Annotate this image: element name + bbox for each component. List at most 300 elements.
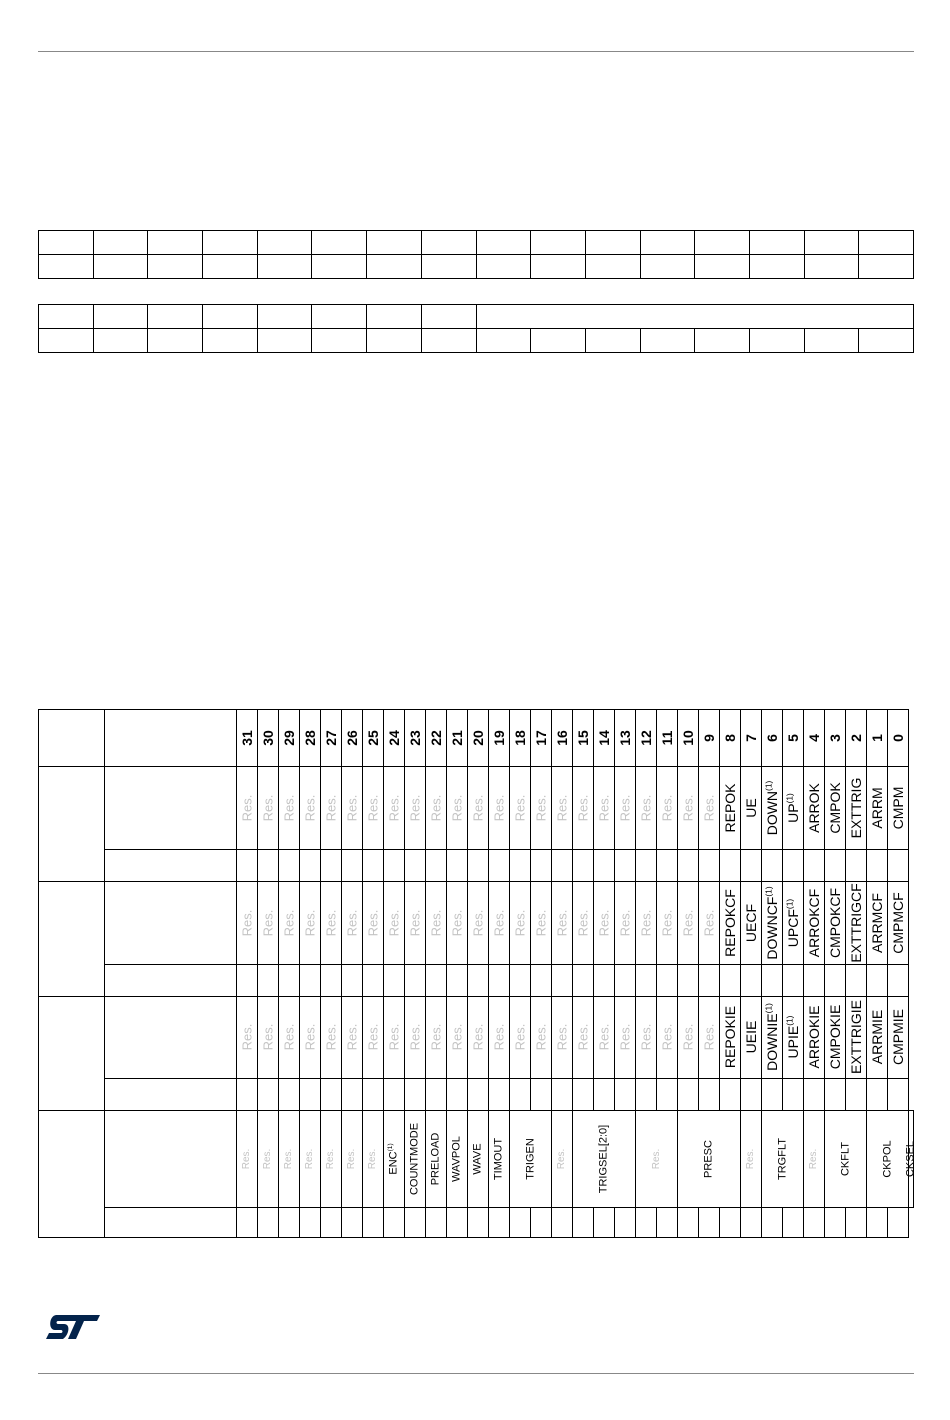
- reserved-label: [325, 1024, 338, 1051]
- table-cell: [846, 767, 867, 850]
- reset-value-cell: [279, 849, 300, 881]
- table-cell: [468, 710, 489, 767]
- reset-value-cell: [573, 1079, 594, 1111]
- table-cell: [720, 710, 741, 767]
- label-text: CMPOKCF: [827, 887, 843, 958]
- reserved-label: [326, 1149, 336, 1170]
- reset-value-cell: [258, 1079, 279, 1111]
- table-cell: [783, 996, 804, 1079]
- reserved-label: [514, 795, 527, 822]
- table-cell: [615, 710, 636, 767]
- label-text: REPOKCF: [722, 888, 738, 957]
- reserved-label: [746, 1149, 756, 1170]
- reserved-label: [577, 1024, 590, 1051]
- label-text: REPOK: [722, 783, 738, 833]
- table-cell: [321, 996, 342, 1079]
- label-text: Res.: [449, 909, 465, 937]
- table-cell: [888, 996, 909, 1079]
- reset-value-cell: [426, 849, 447, 881]
- label-text: Res.: [617, 1024, 633, 1051]
- reset-value-cell: [867, 964, 888, 996]
- label-text: Res.: [241, 1148, 252, 1170]
- reset-value-cell: [867, 1079, 888, 1111]
- reset-value-cell: [321, 1208, 342, 1238]
- label-text: 25: [365, 730, 381, 746]
- table-cell: [594, 996, 615, 1079]
- field-name: [473, 1144, 484, 1175]
- label-text: Res.: [281, 794, 297, 822]
- label-text: UECF: [743, 903, 759, 942]
- label-text: Res.: [239, 909, 255, 937]
- reserved-label: [652, 1149, 662, 1170]
- header-rule: [38, 51, 914, 52]
- reset-value-cell: [573, 1208, 594, 1238]
- field-name: [723, 889, 737, 957]
- reserved-label: [703, 795, 716, 822]
- reserved-label: [493, 909, 506, 936]
- table-cell: [804, 710, 825, 767]
- label-text: 17: [533, 730, 549, 746]
- reset-value-cell: [720, 964, 741, 996]
- label-text: Res.: [365, 1024, 381, 1051]
- bit-number: [849, 734, 863, 742]
- reset-value-cell: [363, 1079, 384, 1111]
- table-cell: [678, 767, 699, 850]
- table-cell: [783, 710, 804, 767]
- reserved-label: [535, 1024, 548, 1051]
- reserved-label: [661, 795, 674, 822]
- table-cell: [573, 996, 594, 1079]
- label-text: ARROKIE: [806, 1005, 822, 1069]
- reserved-label: [346, 795, 359, 822]
- st-logo-icon: [44, 1312, 102, 1342]
- reset-value-cell: [846, 849, 867, 881]
- table-cell: [279, 710, 300, 767]
- reserved-label: [619, 795, 632, 822]
- reset-value-cell: [489, 1079, 510, 1111]
- reset-value-cell: [279, 1079, 300, 1111]
- table-cell: [573, 767, 594, 850]
- table-cell: [741, 881, 762, 964]
- bit-number: [870, 734, 884, 742]
- table-cell: [594, 710, 615, 767]
- table-cell: [405, 881, 426, 964]
- reserved-label: [262, 795, 275, 822]
- label-text: Res.: [491, 1024, 507, 1051]
- table-cell: [804, 996, 825, 1079]
- label-text: CKFLT: [839, 1142, 851, 1177]
- table-cell: [846, 881, 867, 964]
- table-cell: [762, 881, 783, 964]
- reset-value-cell: [657, 964, 678, 996]
- reset-value-cell: [804, 964, 825, 996]
- label-text: COUNTMODE: [408, 1123, 421, 1196]
- label-text: DOWNCF: [764, 896, 780, 960]
- label-text: Res.: [323, 1024, 339, 1051]
- reset-value-cell: [258, 1208, 279, 1238]
- offset-cell: [39, 767, 105, 882]
- label-text: 20: [470, 730, 486, 746]
- reserved-label: [304, 1024, 317, 1051]
- label-text: Res.: [260, 909, 276, 937]
- table-cell: [825, 996, 846, 1079]
- label-text: 0: [890, 734, 906, 743]
- table-cell: [237, 1111, 258, 1208]
- field-name: [870, 1010, 884, 1064]
- table-cell: [741, 996, 762, 1079]
- field-name: [807, 889, 821, 957]
- table-cell: [888, 767, 909, 850]
- table-cell: [258, 881, 279, 964]
- field-name: [452, 1136, 463, 1182]
- reset-value-cell: [573, 849, 594, 881]
- label-text: Res.: [533, 909, 549, 937]
- bit-number: [429, 730, 443, 746]
- reset-label-cell: [105, 964, 237, 996]
- table-cell: [741, 1111, 762, 1208]
- label-text: Res.: [680, 909, 696, 937]
- reset-value-cell: [615, 964, 636, 996]
- table-cell: [783, 767, 804, 850]
- table-cell: [594, 767, 615, 850]
- field-name: [599, 1125, 610, 1193]
- reset-value-cell: [783, 964, 804, 996]
- bit-number: [471, 730, 485, 746]
- reset-value-cell: [426, 964, 447, 996]
- field-name: [807, 1006, 821, 1069]
- reserved-label: [556, 795, 569, 822]
- reset-value-cell: [405, 964, 426, 996]
- field-name: [828, 1005, 842, 1070]
- label-text: 9: [701, 734, 717, 743]
- table-cell: [405, 996, 426, 1079]
- table-cell: [510, 767, 531, 850]
- table-cell: [468, 996, 489, 1079]
- footnote-marker: (1): [784, 793, 795, 804]
- reserved-label: [283, 1024, 296, 1051]
- label-text: 2: [848, 734, 864, 743]
- table-cell: [258, 996, 279, 1079]
- table-cell: [300, 996, 321, 1079]
- label-text: 4: [806, 734, 822, 743]
- label-text: ARROKCF: [806, 888, 822, 957]
- register-bit-table-lower: [38, 304, 914, 353]
- reset-value-cell: [615, 849, 636, 881]
- label-text: 16: [554, 730, 570, 746]
- label-text: EXTTRIG: [848, 777, 864, 839]
- reserved-label: [347, 1149, 357, 1170]
- reset-label-cell: [105, 1208, 237, 1238]
- table-cell: [846, 710, 867, 767]
- table-cell: [552, 996, 573, 1079]
- reset-value-cell: [300, 849, 321, 881]
- field-name: [849, 778, 863, 839]
- table-cell: [531, 881, 552, 964]
- label-text: Res.: [283, 1148, 294, 1170]
- reserved-label: [809, 1149, 819, 1170]
- reset-value-cell: [237, 849, 258, 881]
- label-text: 18: [512, 730, 528, 746]
- label-text: Res.: [638, 909, 654, 937]
- label-text: Res.: [554, 909, 570, 937]
- field-name: [786, 793, 800, 823]
- field-name: [765, 781, 779, 836]
- reset-value-cell: [594, 849, 615, 881]
- bit-number: [324, 730, 338, 746]
- label-text: Res.: [512, 1024, 528, 1051]
- reset-value-cell: [615, 1079, 636, 1111]
- label-text: Res.: [449, 794, 465, 822]
- reset-value-cell: [636, 849, 657, 881]
- reset-value-cell: [447, 1079, 468, 1111]
- table-cell: [363, 767, 384, 850]
- table-cell: [426, 1111, 447, 1208]
- reserved-label: [598, 795, 611, 822]
- table-cell: [636, 1111, 678, 1208]
- reset-value-cell: [363, 1208, 384, 1238]
- reserved-label: [472, 1024, 485, 1051]
- reset-value-cell: [363, 849, 384, 881]
- bit-number: [240, 730, 254, 746]
- table-cell: [426, 710, 447, 767]
- label-text: Res.: [556, 1148, 567, 1170]
- table-cell: [678, 881, 699, 964]
- reserved-label: [619, 909, 632, 936]
- label-text: UPCF: [785, 908, 801, 947]
- label-text: 14: [596, 730, 612, 746]
- reset-value-cell: [447, 964, 468, 996]
- table-cell: [342, 996, 363, 1079]
- reset-value-cell: [741, 1208, 762, 1238]
- reserved-label: [682, 909, 695, 936]
- bit-number: [576, 730, 590, 746]
- label-text: Res.: [701, 1024, 717, 1051]
- table-cell: [678, 710, 699, 767]
- reserved-label: [304, 909, 317, 936]
- reset-value-cell: [447, 849, 468, 881]
- table-cell: [384, 996, 405, 1079]
- table-cell: [636, 996, 657, 1079]
- reset-value-cell: [720, 1079, 741, 1111]
- table-cell: [342, 881, 363, 964]
- reserved-label: [368, 1149, 378, 1170]
- bit-number: [303, 730, 317, 746]
- reserved-label: [703, 909, 716, 936]
- label-text: 10: [680, 730, 696, 746]
- reserved-label: [577, 909, 590, 936]
- label-text: Res.: [596, 909, 612, 937]
- reset-value-cell: [405, 1079, 426, 1111]
- bit-number: [450, 730, 464, 746]
- label-text: Res.: [344, 794, 360, 822]
- bit-number: [891, 734, 905, 742]
- reset-value-cell: [237, 1079, 258, 1111]
- reset-value-cell: [783, 1079, 804, 1111]
- table-cell: [468, 767, 489, 850]
- label-text: Res.: [407, 909, 423, 937]
- reset-value-cell: [762, 1079, 783, 1111]
- reset-value-cell: [846, 964, 867, 996]
- reset-value-cell: [678, 849, 699, 881]
- table-cell: [825, 710, 846, 767]
- reset-value-cell: [741, 1079, 762, 1111]
- label-text: 1: [869, 734, 885, 743]
- field-name: [723, 784, 737, 833]
- field-name: [723, 1006, 737, 1068]
- reserved-label: [451, 795, 464, 822]
- reserved-label: [640, 1024, 653, 1051]
- label-text: Res.: [302, 909, 318, 937]
- label-text: Res.: [323, 909, 339, 937]
- table-row: [39, 1111, 914, 1208]
- footnote-marker: (1): [763, 886, 774, 897]
- label-text: Res.: [239, 794, 255, 822]
- reset-value-cell: [615, 1208, 636, 1238]
- table-cell: [363, 710, 384, 767]
- label-text: Res.: [638, 794, 654, 822]
- table-cell: [825, 767, 846, 850]
- reserved-label: [598, 909, 611, 936]
- table-cell: [300, 881, 321, 964]
- label-text: PRELOAD: [429, 1132, 442, 1186]
- reset-value-cell: [426, 1079, 447, 1111]
- table-cell: [510, 1111, 552, 1208]
- field-name: [870, 788, 884, 829]
- label-text: 7: [743, 734, 759, 743]
- table-cell: [300, 710, 321, 767]
- field-name: [891, 787, 905, 830]
- reset-value-cell: [384, 964, 405, 996]
- reserved-label: [430, 795, 443, 822]
- bit-number: [345, 730, 359, 746]
- label-text: CKSEL: [904, 1141, 917, 1178]
- reset-value-cell: [321, 849, 342, 881]
- table-row: [39, 1208, 914, 1238]
- label-text: Res.: [650, 1148, 662, 1170]
- table-cell: [426, 881, 447, 964]
- table-row: [39, 964, 914, 996]
- table-row: [39, 231, 914, 255]
- label-text: Res.: [365, 909, 381, 937]
- field-name: [807, 783, 821, 833]
- label-text: Res.: [554, 794, 570, 822]
- reset-value-cell: [447, 1208, 468, 1238]
- table-cell: [636, 767, 657, 850]
- table-cell: [237, 767, 258, 850]
- reset-value-cell: [342, 964, 363, 996]
- reset-value-cell: [657, 1208, 678, 1238]
- table-cell: [678, 996, 699, 1079]
- table-cell: [489, 1111, 510, 1208]
- table-row: [39, 849, 914, 881]
- label-text: 11: [659, 730, 675, 746]
- label-text: Res.: [346, 1148, 357, 1170]
- bit-number: [618, 730, 632, 746]
- label-text: Res.: [659, 794, 675, 822]
- reset-value-cell: [510, 849, 531, 881]
- field-name: [744, 1021, 758, 1054]
- reset-value-cell: [762, 849, 783, 881]
- label-text: Res.: [533, 794, 549, 822]
- table-cell: [867, 881, 888, 964]
- reset-value-cell: [300, 1208, 321, 1238]
- label-text: 29: [281, 730, 297, 746]
- reserved-label: [514, 1024, 527, 1051]
- table-cell: [447, 1111, 468, 1208]
- label-text: Res.: [491, 794, 507, 822]
- field-name: [744, 798, 758, 817]
- reset-value-cell: [258, 964, 279, 996]
- label-text: Res.: [344, 909, 360, 937]
- table-cell: [804, 1111, 825, 1208]
- label-text: Res.: [239, 1024, 255, 1051]
- table-cell: [321, 767, 342, 850]
- label-text: Res.: [281, 1024, 297, 1051]
- label-text: 19: [491, 730, 507, 746]
- label-text: 21: [449, 730, 465, 746]
- table-cell: [804, 767, 825, 850]
- reset-value-cell: [426, 1208, 447, 1238]
- label-text: Res.: [659, 909, 675, 937]
- reset-value-cell: [258, 849, 279, 881]
- label-text: Res.: [701, 794, 717, 822]
- table-cell: [384, 881, 405, 964]
- table-cell: [573, 881, 594, 964]
- reserved-label: [703, 1024, 716, 1051]
- field-name: [906, 1141, 917, 1177]
- reserved-label: [263, 1149, 273, 1170]
- table-cell: [258, 1111, 279, 1208]
- table-cell: [447, 996, 468, 1079]
- table-row: [39, 1079, 914, 1111]
- table-cell: [573, 1111, 636, 1208]
- table-cell: [531, 710, 552, 767]
- label-text: TRGFLT: [776, 1138, 788, 1181]
- label-text: Res.: [281, 909, 297, 937]
- reserved-label: [284, 1149, 294, 1170]
- reserved-label: [451, 909, 464, 936]
- reserved-label: [242, 1149, 252, 1170]
- reset-value-cell: [825, 849, 846, 881]
- table-cell: [531, 767, 552, 850]
- bit-number: [828, 734, 842, 742]
- bit-number: [786, 734, 800, 742]
- reserved-label: [409, 795, 422, 822]
- reserved-label: [493, 1024, 506, 1051]
- table-cell: [363, 881, 384, 964]
- reset-value-cell: [867, 1208, 888, 1238]
- field-name: [891, 892, 905, 953]
- reserved-label: [640, 909, 653, 936]
- reset-value-cell: [510, 1079, 531, 1111]
- field-name: [386, 1143, 400, 1175]
- reserved-label: [367, 1024, 380, 1051]
- label-text: Res.: [323, 794, 339, 822]
- label-text: PRESC: [702, 1140, 715, 1179]
- bit-number: [597, 730, 611, 746]
- label-text: ARRMCF: [869, 892, 885, 953]
- reserved-label: [388, 795, 401, 822]
- reserved-label: [283, 795, 296, 822]
- label-text: Res.: [428, 794, 444, 822]
- reset-value-cell: [510, 964, 531, 996]
- table-cell: [279, 1111, 300, 1208]
- label-text: 30: [260, 730, 276, 746]
- reset-value-cell: [510, 1208, 531, 1238]
- label-text: Res.: [470, 794, 486, 822]
- label-text: UPIE: [785, 1026, 801, 1059]
- table-cell: [237, 710, 258, 767]
